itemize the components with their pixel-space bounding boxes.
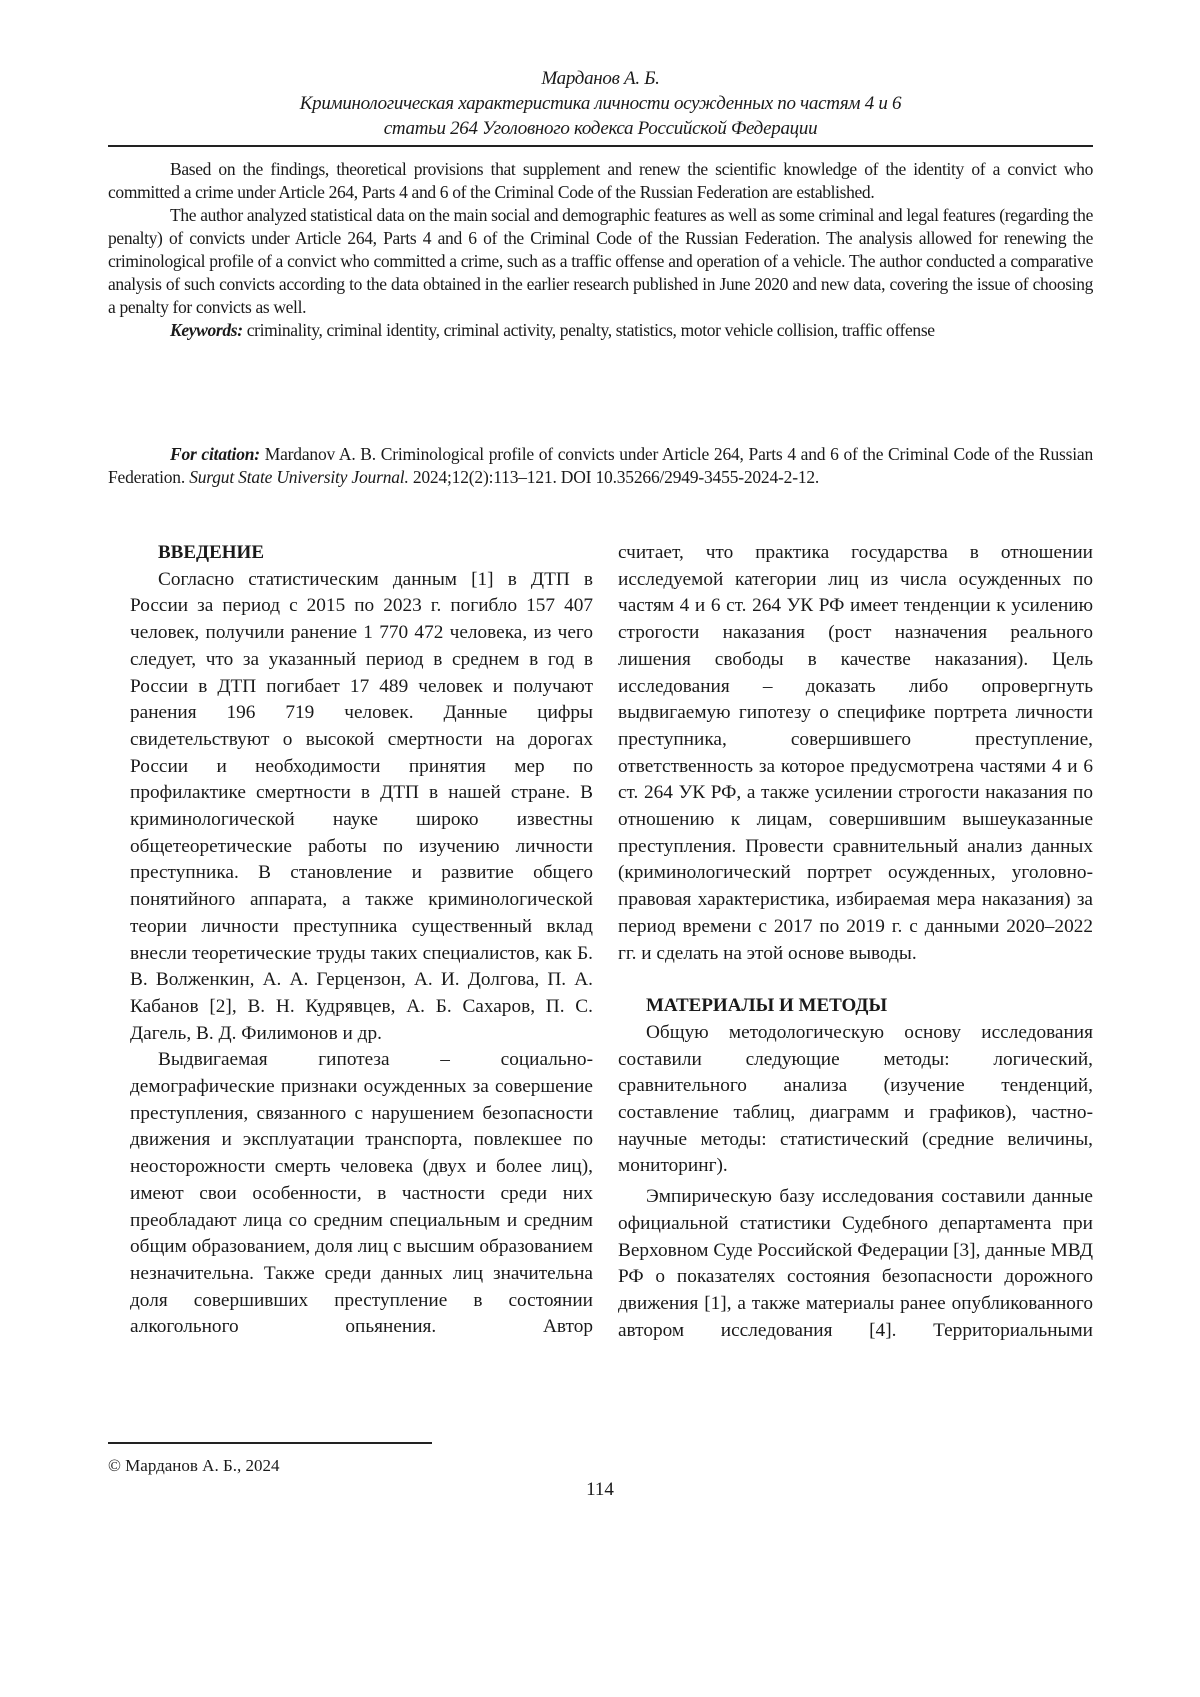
copyright-note: © Марданов А. Б., 2024 bbox=[108, 1456, 279, 1476]
body-paragraph: Выдвигаемая гипотеза – социально-демографические признаки осужденных за совершение преступления, связанного с нарушением безопасности движения и эксплуатации транспорта, повлекшее по неосторожности смерть человека (двух и более лиц), имеют свои особенности, в частности среди них преобладают лица со средним специальным и средним общим образованием, доля лиц с высшим образованием незначительна. Также среди данных лиц значительна доля совершивших преступление в состоянии алкогольного опьянения. Автор bbox=[130, 1047, 593, 1341]
abstract-paragraph: Based on the findings, theoretical provisions that supplement and renew the scientific knowledge of the identity of a convict who committed a crime under Article 264, Parts 4 and 6 of the Criminal Code of the Russian Federation are established. bbox=[108, 158, 1093, 204]
citation-text: Mardanov A. B. Criminological profile of convicts under Article 264, Parts 4 and 6 of the Criminal Code of the Russian Federation. bbox=[108, 444, 1093, 487]
citation-label: For citation: bbox=[170, 444, 260, 464]
abstract bbox=[108, 158, 1093, 342]
header-title-line1: Криминологическая характеристика личности осужденных по частям 4 и 6 bbox=[108, 91, 1093, 116]
body-paragraph: считает, что практика государства в отношении исследуемой категории лиц из числа осужденных по частям 4 и 6 ст. 264 УК РФ имеет тенденции к усилению строгости наказания (рост назначения реального лишения свободы в качестве наказания). Цель исследования – доказать либо опровергнуть выдвигаемую гипотезу о специфике портрета личности преступника, совершившего преступление, ответственность за которое предусмотрена частями 4 и 6 ст. 264 УК РФ, а также усилении строгости наказания по отношению к лицам, совершившим вышеуказанные преступления. Провести сравнительный анализ данных (криминологический портрет осужденных, уголовно-правовая характеристика, избираемая мера наказания) за период времени с 2017 по 2019 г. с данными 2020–2022 гг. и сделать на этой основе выводы. bbox=[618, 540, 1093, 967]
keywords-text: criminality, criminal identity, criminal activity, penalty, statistics, motor vehicle collision, traffic offense bbox=[243, 320, 935, 340]
footnote-rule bbox=[108, 1442, 432, 1444]
keywords-label: Keywords: bbox=[170, 320, 243, 340]
citation-journal: Surgut State University Journal. bbox=[189, 467, 408, 487]
header-title-line2: статьи 264 Уголовного кодекса Российской Федерации bbox=[108, 116, 1093, 141]
running-header bbox=[108, 66, 1093, 141]
page-number: 114 bbox=[0, 1479, 1200, 1501]
right-column bbox=[618, 540, 1093, 1344]
header-rule bbox=[108, 145, 1093, 147]
header-author: Марданов А. Б. bbox=[108, 66, 1093, 91]
body-paragraph: Эмпирическую базу исследования составили данные официальной статистики Судебного департамента при Верховном Суде Российской Федерации [3], данные МВД РФ о показателях состояния безопасности дорожного движения [1], а также материалы ранее опубликованного автором исследования [4]. Территориальными bbox=[618, 1184, 1093, 1344]
body-paragraph: Общую методологическую основу исследования составили следующие методы: логический, сравнительного анализа (изучение тенденций, составление таблиц, диаграмм и графиков), частно-научные методы: статистический (средние величины, мониторинг). bbox=[618, 1020, 1093, 1180]
citation-tail: 2024;12(2):113–121. DOI 10.35266/2949-3455-2024-2-12. bbox=[409, 467, 819, 487]
section-heading-methods: МАТЕРИАЛЫ И МЕТОДЫ bbox=[618, 993, 1093, 1020]
body-paragraph: Согласно статистическим данным [1] в ДТП в России за период с 2015 по 2023 г. погибло 157 407 человек, получили ранение 1 770 472 человека, из чего следует, что за указанный период в среднем в год в России в ДТП погибает 17 489 человек и получают ранения 196 719 человек. Данные цифры свидетельствуют о высокой смертности на дорогах России и необходимости принятия мер по профилактике смертности в ДТП в нашей стране. В криминологической науке широко известны общетеоретические работы по изучению личности преступника. В становление и развитие общего понятийного аппарата, а также криминологической теории личности преступника существенный вклад внесли теоретические труды таких специалистов, как Б. В. Волженкин, А. А. Герцензон, А. И. Долгова, П. А. Кабанов [2], В. Н. Кудрявцев, А. Б. Сахаров, П. С. Дагель, В. Д. Филимонов и др. bbox=[130, 567, 593, 1048]
keywords bbox=[108, 319, 1093, 342]
abstract-paragraph: The author analyzed statistical data on the main social and demographic features as well as some criminal and legal features (regarding the penalty) of convicts under Article 264, Parts 4 and 6 of the Criminal Code of the Russian Federation. The analysis allowed for renewing the criminological profile of a convict who committed a crime, such as a traffic offense and operation of a vehicle. The author conducted a comparative analysis of such convicts according to the data obtained in the earlier research published in June 2020 and new data, covering the issue of choosing a penalty for convicts as well. bbox=[108, 204, 1093, 319]
section-heading-introduction: ВВЕДЕНИЕ bbox=[130, 540, 593, 567]
citation bbox=[108, 443, 1093, 489]
left-column bbox=[130, 540, 593, 1341]
